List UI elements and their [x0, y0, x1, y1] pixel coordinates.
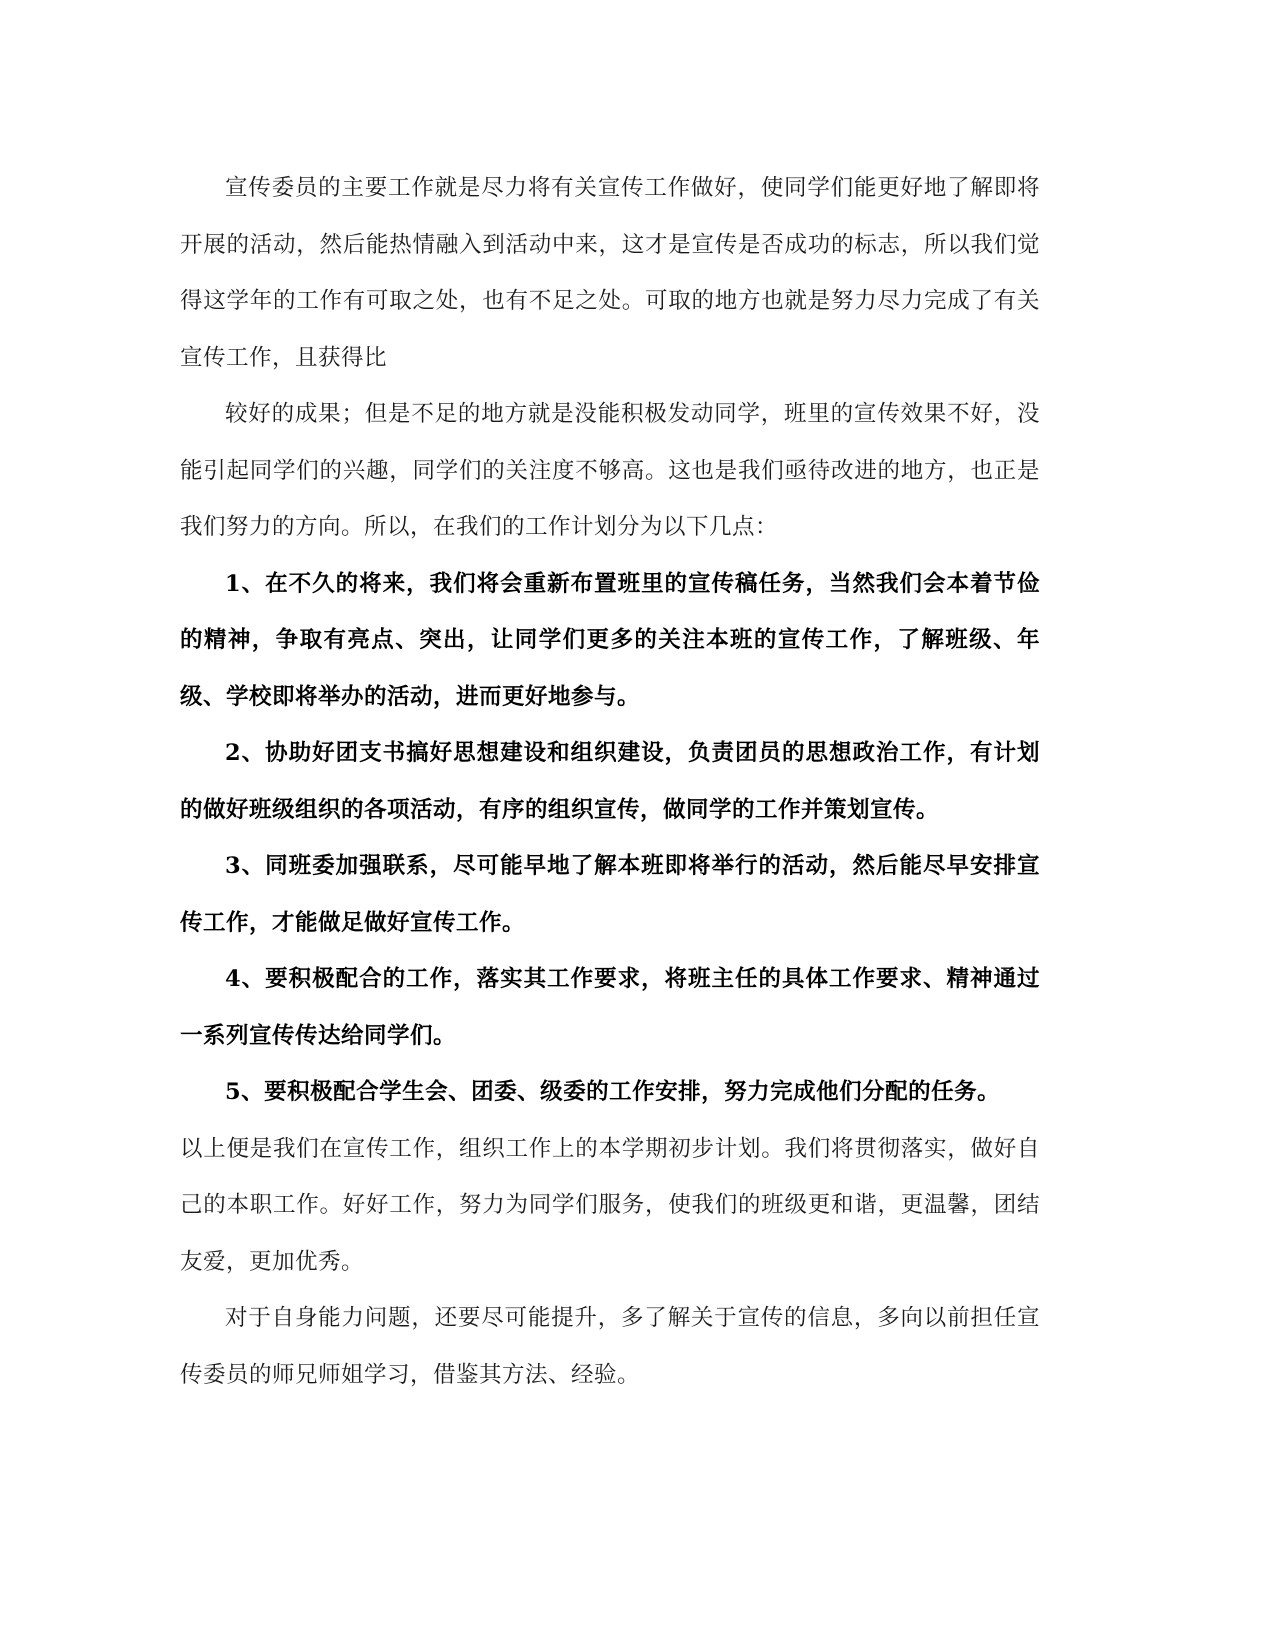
document-page — [180, 160, 1040, 1403]
plan-item-2: 2、协助好团支书搞好思想建设和组织建设，负责团员的思想政治工作，有计划的做好班级组织的各项活动，有序的组织宣传，做同学的工作并策划宣传。 — [180, 740, 1040, 823]
paragraph-summary: 以上便是我们在宣传工作，组织工作上的本学期初步计划。我们将贯彻落实，做好自己的本职工作。好好工作，努力为同学们服务，使我们的班级更和谐，更温馨，团结友爱，更加优秀。 — [180, 1135, 1040, 1275]
plan-item-4: 4、要积极配合的工作，落实其工作要求，将班主任的具体工作要求、精神通过一系列宣传传达给同学们。 — [180, 966, 1040, 1049]
paragraph-shortcoming: 较好的成果；但是不足的地方就是没能积极发动同学，班里的宣传效果不好，没能引起同学们的兴趣，同学们的关注度不够高。这也是我们亟待改进的地方，也正是我们努力的方向。所以，在我们的工作计划分为以下几点： — [180, 401, 1040, 540]
plan-item-3: 3、同班委加强联系，尽可能早地了解本班即将举行的活动，然后能尽早安排宣传工作，才能做足做好宣传工作。 — [180, 853, 1040, 936]
paragraph-intro: 宣传委员的主要工作就是尽力将有关宣传工作做好，使同学们能更好地了解即将开展的活动，然后能热情融入到活动中来，这才是宣传是否成功的标志，所以我们觉得这学年的工作有可取之处，也有不足之处。可取的地方也就是努力尽力完成了有关宣传工作，且获得比 — [180, 175, 1040, 371]
plan-item-1: 1、在不久的将来，我们将会重新布置班里的宣传稿任务，当然我们会本着节俭的精神，争取有亮点、突出，让同学们更多的关注本班的宣传工作，了解班级、年级、学校即将举办的活动，进而更好地参与。 — [180, 570, 1040, 710]
plan-item-5: 5、要积极配合学生会、团委、级委的工作安排，努力完成他们分配的任务。 — [225, 1079, 1001, 1105]
paragraph-self-improvement: 对于自身能力问题，还要尽可能提升，多了解关于宣传的信息，多向以前担任宣传委员的师兄师姐学习，借鉴其方法、经验。 — [180, 1305, 1040, 1388]
